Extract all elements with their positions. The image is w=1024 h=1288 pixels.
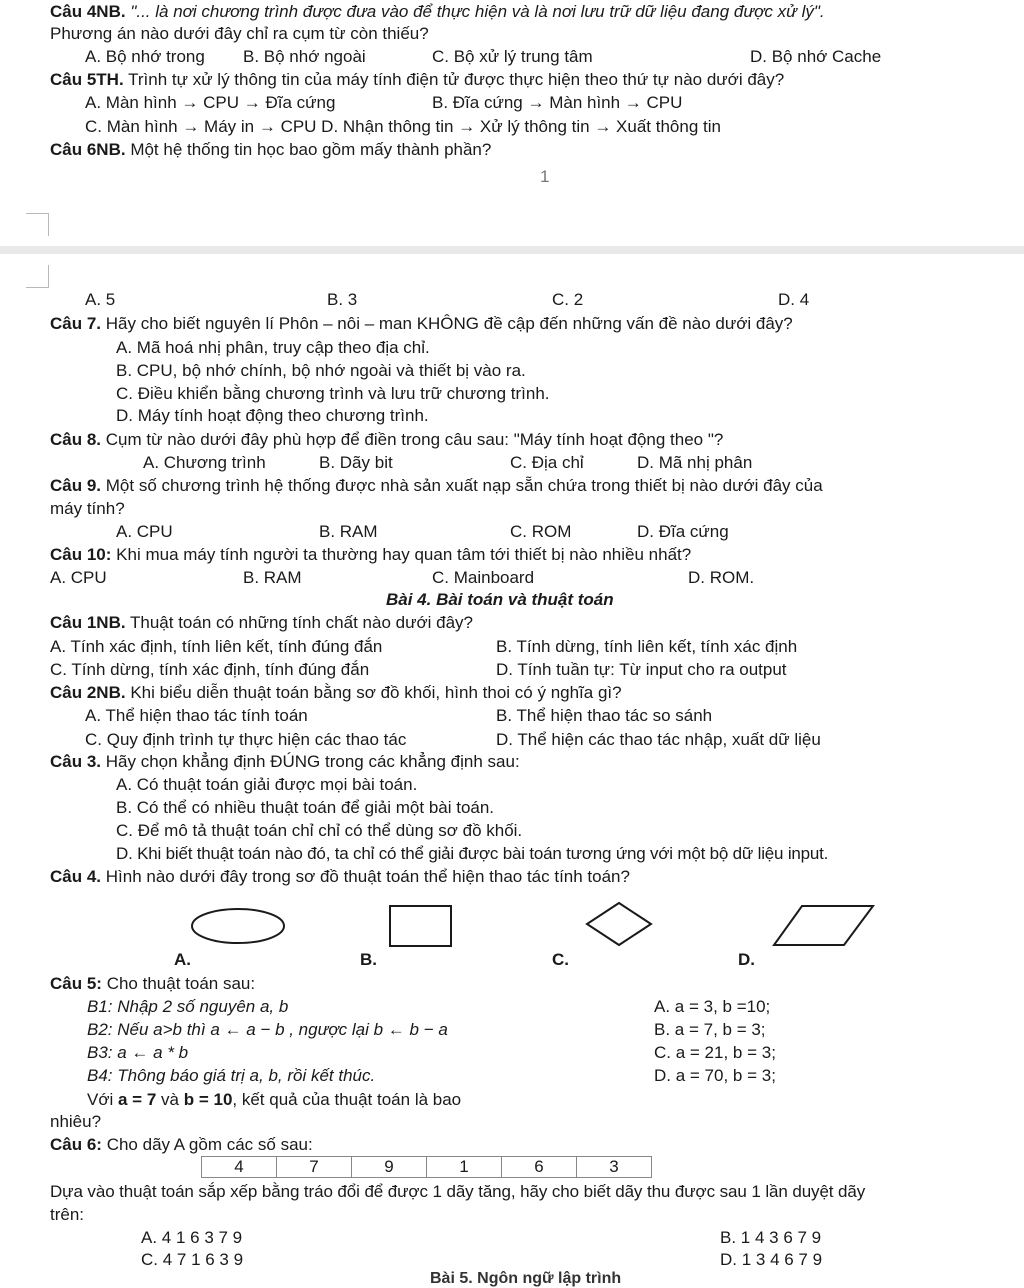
q9-question: Câu 9. Một số chương trình hệ thống được nhà sản xuất nạp sẵn chứa trong thiết bị nào dưới đây của <box>50 476 823 495</box>
array-row <box>202 1157 652 1178</box>
q7-option-c: C. Điều khiển bằng chương trình và lưu trữ chương trình. <box>116 384 550 403</box>
s4q5-step-2: B2: Nếu a>b thì a ← a − b , ngược lại b ← b − a <box>87 1020 448 1039</box>
q8-option-b: B. Dãy bit <box>319 453 393 472</box>
s4q6-option-c: C. 4 7 1 6 3 9 <box>141 1250 244 1269</box>
s4q1-option-d: D. Tính tuần tự: Từ input cho ra output <box>496 660 787 679</box>
s4q2-option-c: C. Quy định trình tự thực hiện các thao tác <box>85 730 407 749</box>
q8-question: Câu 8. Cụm từ nào dưới đây phù hợp để điền trong câu sau: "Máy tính hoạt động theo "? <box>50 430 724 449</box>
array-cell: 4 <box>202 1157 277 1178</box>
s4q3-question: Câu 3. Hãy chọn khẳng định ĐÚNG trong các khẳng định sau: <box>50 752 520 771</box>
q5th-option-a: A. Màn hình → CPU → Đĩa cứng <box>85 93 336 112</box>
s4q3-option-d: D. Khi biết thuật toán nào đó, ta chỉ có thể giải được bài toán tương ứng với một bộ dữ liệu input. <box>116 844 829 863</box>
q4nb-question: Câu 4NB. "... là nơi chương trình được đưa vào để thực hiện và là nơi lưu trữ dữ liệu đang được xử lý". <box>50 2 825 21</box>
q7-option-b: B. CPU, bộ nhớ chính, bộ nhớ ngoài và thiết bị vào ra. <box>116 361 526 380</box>
q6nb-option-b: B. 3 <box>327 290 358 309</box>
s4q6-option-a: A. 4 1 6 3 7 9 <box>141 1228 243 1247</box>
q7-option-d: D. Máy tính hoạt động theo chương trình. <box>116 406 429 425</box>
page-corner-mark <box>26 213 49 236</box>
s4q3-option-a: A. Có thuật toán giải được mọi bài toán. <box>116 775 418 794</box>
s4q1-question: Câu 1NB. Thuật toán có những tính chất nào dưới đây? <box>50 613 473 632</box>
q4nb-question-cont: Phương án nào dưới đây chỉ ra cụm từ còn thiếu? <box>50 24 429 43</box>
q8-option-a: A. Chương trình <box>143 453 266 472</box>
s4q1-option-b: B. Tính dừng, tính liên kết, tính xác định <box>496 637 798 656</box>
array-cell: 6 <box>502 1157 577 1178</box>
page-number: 1 <box>540 167 550 186</box>
s4q1-option-a: A. Tính xác định, tính liên kết, tính đúng đắn <box>50 637 383 656</box>
s4q4-option-a: A. <box>174 950 191 969</box>
s4q5-step-3: B3: a ← a * b <box>87 1043 189 1062</box>
s4q5-step-4: B4: Thông báo giá trị a, b, rồi kết thúc. <box>87 1066 376 1085</box>
q8-option-d: D. Mã nhị phân <box>637 453 753 472</box>
page-break <box>0 246 1024 254</box>
ellipse-shape-icon <box>190 906 290 948</box>
q7-option-a: A. Mã hoá nhị phân, truy cập theo địa chỉ. <box>116 338 430 357</box>
rectangle-shape-icon <box>388 904 454 950</box>
q6nb-option-c: C. 2 <box>552 290 584 309</box>
next-section-title-fragment: Bài 5. Ngôn ngữ lập trình <box>430 1270 622 1287</box>
q10-option-b: B. RAM <box>243 568 302 587</box>
s4q5-option-c: C. a = 21, b = 3; <box>654 1043 776 1062</box>
s4q5-option-d: D. a = 70, b = 3; <box>654 1066 776 1085</box>
q10-option-a: A. CPU <box>50 568 107 587</box>
q5th-option-b: B. Đĩa cứng → Màn hình → CPU <box>432 93 683 112</box>
array-cell: 1 <box>427 1157 502 1178</box>
s4q5-step-1: B1: Nhập 2 số nguyên a, b <box>87 997 289 1016</box>
q6nb-option-d: D. 4 <box>778 290 810 309</box>
s4q2-option-a: A. Thể hiện thao tác tính toán <box>85 706 308 725</box>
q6nb-question: Câu 6NB. Một hệ thống tin học bao gồm mấy thành phần? <box>50 140 492 159</box>
s4q6-option-d: D. 1 3 4 6 7 9 <box>720 1250 823 1269</box>
q4nb-option-c: C. Bộ xử lý trung tâm <box>432 47 593 66</box>
s4q6-question: Câu 6: Cho dãy A gồm các số sau: <box>50 1135 313 1154</box>
s4q5-option-b: B. a = 7, b = 3; <box>654 1020 766 1039</box>
q10-option-d: D. ROM. <box>688 568 755 587</box>
s4q2-option-d: D. Thể hiện các thao tác nhập, xuất dữ liệu <box>496 730 821 749</box>
q6nb-option-a: A. 5 <box>85 290 116 309</box>
q4nb-option-a: A. Bộ nhớ trong <box>85 47 205 66</box>
parallelogram-shape-icon <box>772 904 876 948</box>
s4q2-option-b: B. Thể hiện thao tác so sánh <box>496 706 713 725</box>
q9-question-cont: máy tính? <box>50 499 125 518</box>
array-cell: 9 <box>352 1157 427 1178</box>
s4q5-option-a: A. a = 3, b =10; <box>654 997 771 1016</box>
s4q3-option-c: C. Để mô tả thuật toán chỉ chỉ có thể dùng sơ đồ khối. <box>116 821 523 840</box>
array-table <box>201 1156 652 1178</box>
s4q4-option-c: C. <box>552 950 569 969</box>
q4nb-option-d: D. Bộ nhớ Cache <box>750 47 882 66</box>
s4q3-option-b: B. Có thể có nhiều thuật toán để giải một bài toán. <box>116 798 495 817</box>
s4q5-question: Câu 5: Cho thuật toán sau: <box>50 974 256 993</box>
array-cell: 3 <box>577 1157 652 1178</box>
s4q6-option-b: B. 1 4 3 6 7 9 <box>720 1228 822 1247</box>
q7-question: Câu 7. Hãy cho biết nguyên lí Phôn – nôi – man KHÔNG đề cập đến những vấn đề nào dưới đây? <box>50 314 793 333</box>
q9-option-c: C. ROM <box>510 522 572 541</box>
s4q1-option-c: C. Tính dừng, tính xác định, tính đúng đắn <box>50 660 370 679</box>
page-corner-mark <box>26 265 49 288</box>
s4q4-option-b: B. <box>360 950 377 969</box>
s4q6-question-cont: Dựa vào thuật toán sắp xếp bằng tráo đổi để được 1 dãy tăng, hãy cho biết dãy thu được sau 1 lần duyệt dãy <box>50 1182 866 1201</box>
s4q5-prompt-cont: nhiêu? <box>50 1112 102 1131</box>
q9-option-a: A. CPU <box>116 522 173 541</box>
q10-question: Câu 10: Khi mua máy tính người ta thường hay quan tâm tới thiết bị nào nhiều nhất? <box>50 545 692 564</box>
q10-option-c: C. Mainboard <box>432 568 535 587</box>
array-cell: 7 <box>277 1157 352 1178</box>
section-title: Bài 4. Bài toán và thuật toán <box>386 590 614 609</box>
q5th-option-cd: C. Màn hình → Máy in → CPU D. Nhận thông tin → Xử lý thông tin → Xuất thông tin <box>85 117 721 136</box>
diamond-shape-icon <box>584 901 654 949</box>
q8-option-c: C. Địa chỉ <box>510 453 584 472</box>
s4q6-question-cont2: trên: <box>50 1205 85 1224</box>
q9-option-b: B. RAM <box>319 522 378 541</box>
s4q5-prompt: Với a = 7 và b = 10, kết quả của thuật toán là bao <box>87 1090 462 1109</box>
q4nb-option-b: B. Bộ nhớ ngoài <box>243 47 366 66</box>
s4q4-option-d: D. <box>738 950 755 969</box>
q5th-question: Câu 5TH. Trình tự xử lý thông tin của máy tính điện tử được thực hiện theo thứ tự nào dưới đây? <box>50 70 785 89</box>
s4q4-question: Câu 4. Hình nào dưới đây trong sơ đồ thuật toán thể hiện thao tác tính toán? <box>50 867 630 886</box>
q9-option-d: D. Đĩa cứng <box>637 522 729 541</box>
s4q2-question: Câu 2NB. Khi biểu diễn thuật toán bằng sơ đồ khối, hình thoi có ý nghĩa gì? <box>50 683 622 702</box>
